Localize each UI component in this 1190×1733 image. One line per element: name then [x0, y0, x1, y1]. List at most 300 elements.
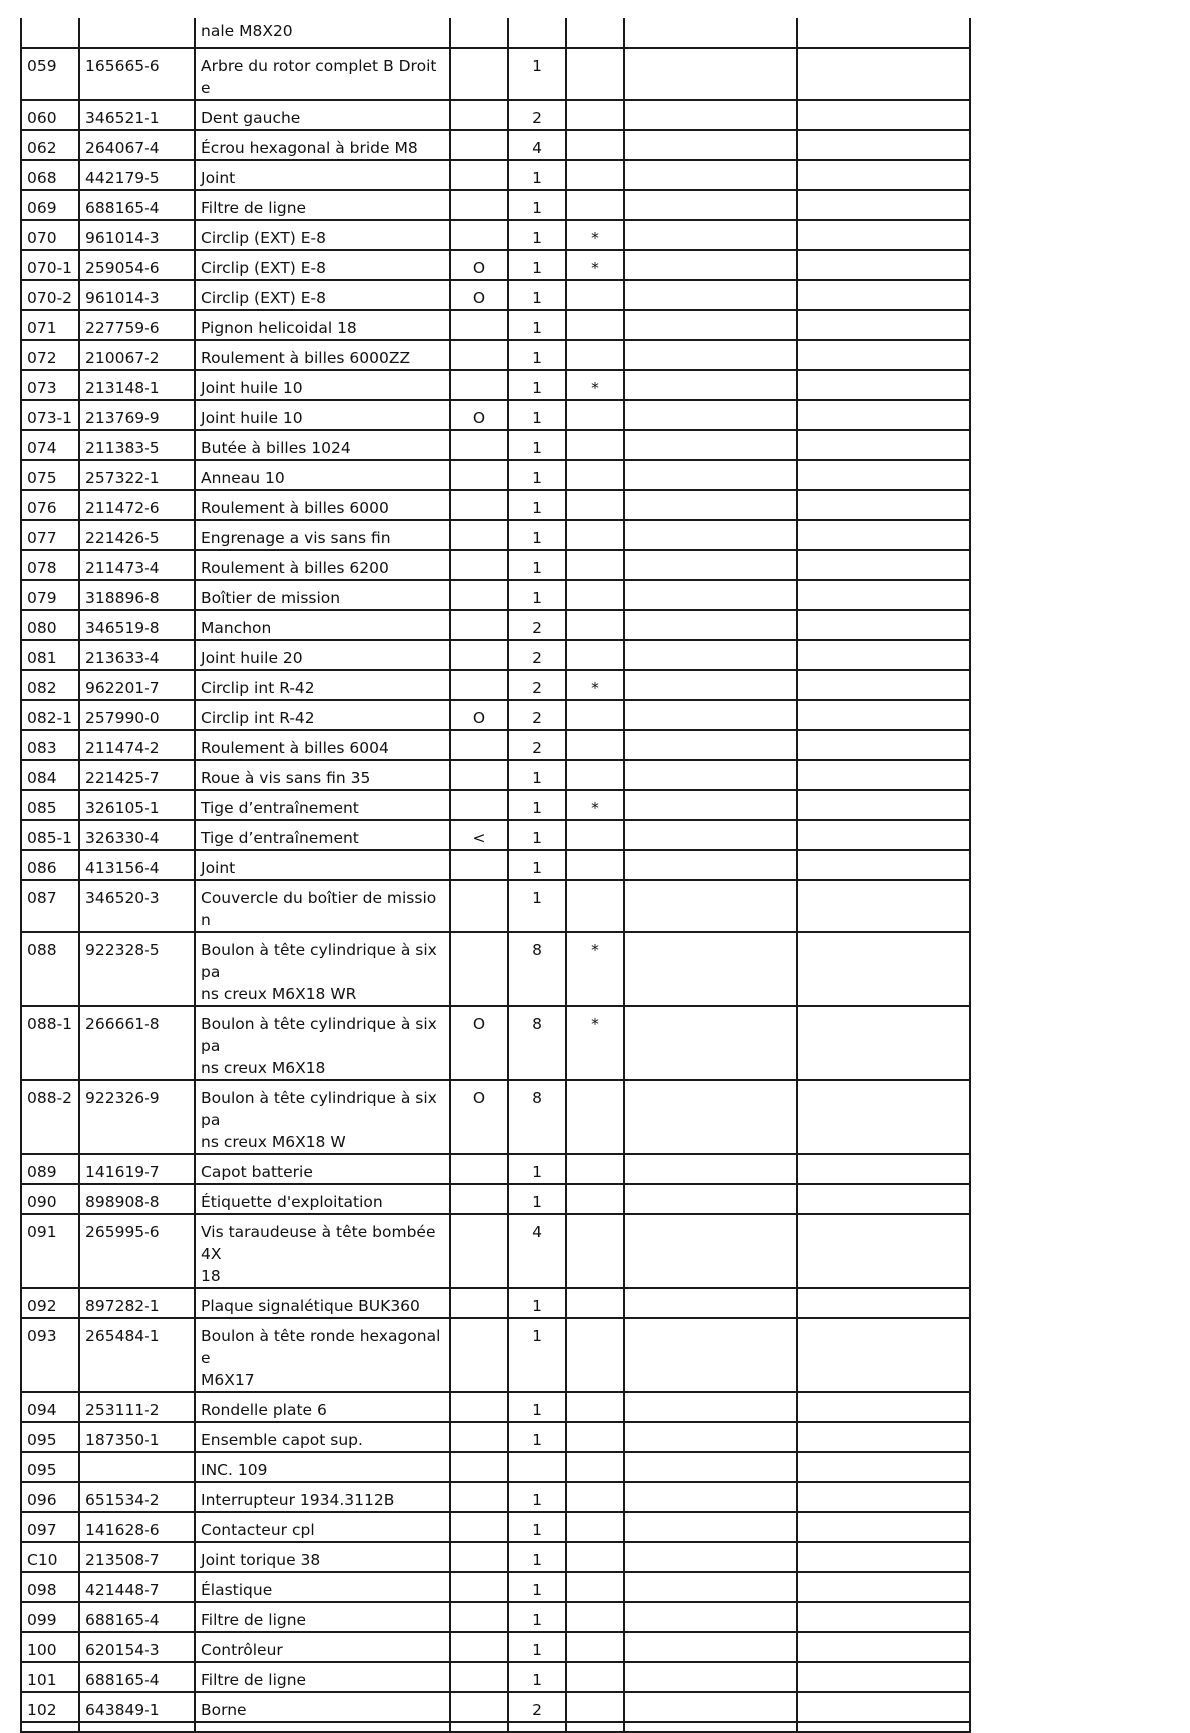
- table-row: [21, 460, 970, 490]
- part-number-cell: 922328-5: [79, 932, 195, 1006]
- mark-cell: [566, 48, 624, 100]
- part-number-cell: 688165-4: [79, 1662, 195, 1692]
- table-row: [21, 1602, 970, 1632]
- empty-cell: [624, 880, 797, 932]
- item-number-cell: 081: [21, 640, 79, 670]
- mark-cell: [566, 1422, 624, 1452]
- empty-cell: [797, 1632, 970, 1662]
- note-cell: [450, 1512, 508, 1542]
- empty-cell: [797, 520, 970, 550]
- part-number-cell: 326330-4: [79, 820, 195, 850]
- item-number-cell: 068: [21, 160, 79, 190]
- description-cell: Couvercle du boîtier de mission: [195, 880, 450, 932]
- part-number-cell: 265484-1: [79, 1318, 195, 1392]
- quantity-cell: 1: [508, 190, 566, 220]
- description-cell: Circlip int R-42: [195, 700, 450, 730]
- empty-cell: [797, 1662, 970, 1692]
- empty-cell: [797, 820, 970, 850]
- part-number-cell: [79, 1452, 195, 1482]
- quantity-cell: 2: [508, 700, 566, 730]
- item-number-cell: 070-1: [21, 250, 79, 280]
- quantity-cell: 2: [508, 670, 566, 700]
- part-number-cell: 421448-7: [79, 1572, 195, 1602]
- empty-cell: [624, 370, 797, 400]
- note-cell: [450, 640, 508, 670]
- description-cell: Filtre de ligne: [195, 1602, 450, 1632]
- mark-cell: [566, 1512, 624, 1542]
- quantity-cell: 1: [508, 340, 566, 370]
- description-cell: Circlip int R-42: [195, 670, 450, 700]
- table-row: [21, 1482, 970, 1512]
- quantity-cell: 1: [508, 1662, 566, 1692]
- empty-cell: [797, 790, 970, 820]
- empty-cell: [566, 1722, 624, 1732]
- empty-cell: [624, 280, 797, 310]
- item-number-cell: 088-1: [21, 1006, 79, 1080]
- part-number-cell: 259054-6: [79, 250, 195, 280]
- table-row: [21, 280, 970, 310]
- part-number-cell: 346521-1: [79, 100, 195, 130]
- note-cell: [450, 790, 508, 820]
- empty-cell: [624, 48, 797, 100]
- empty-cell: [797, 1692, 970, 1722]
- mark-cell: [566, 760, 624, 790]
- empty-cell: [624, 400, 797, 430]
- description-cell: Boîtier de mission: [195, 580, 450, 610]
- quantity-cell: 4: [508, 1214, 566, 1288]
- description-cell: Tige d’entraînement: [195, 790, 450, 820]
- empty-cell: [624, 1452, 797, 1482]
- empty-cell: [797, 1422, 970, 1452]
- empty-cell: [624, 1392, 797, 1422]
- mark-cell: *: [566, 370, 624, 400]
- table-row: [21, 1288, 970, 1318]
- quantity-cell: 2: [508, 1692, 566, 1722]
- quantity-cell: 1: [508, 760, 566, 790]
- empty-cell: [624, 1422, 797, 1452]
- part-number-cell: 318896-8: [79, 580, 195, 610]
- description-cell: Capot batterie: [195, 1154, 450, 1184]
- description-cell: Boulon à tête ronde hexagonale M6X17: [195, 1318, 450, 1392]
- note-cell: [450, 220, 508, 250]
- quantity-cell: 8: [508, 932, 566, 1006]
- note-cell: [450, 850, 508, 880]
- table-row: [21, 430, 970, 460]
- description-cell: Interrupteur 1934.3112B: [195, 1482, 450, 1512]
- note-cell: [450, 340, 508, 370]
- description-cell: nale M8X20: [195, 18, 450, 48]
- item-number-cell: 097: [21, 1512, 79, 1542]
- item-number-cell: 069: [21, 190, 79, 220]
- item-number-cell: 087: [21, 880, 79, 932]
- quantity-cell: 1: [508, 490, 566, 520]
- part-number-cell: 187350-1: [79, 1422, 195, 1452]
- quantity-cell: 2: [508, 610, 566, 640]
- item-number-cell: [21, 18, 79, 48]
- quantity-cell: 1: [508, 1602, 566, 1632]
- empty-cell: [797, 310, 970, 340]
- part-number-cell: 962201-7: [79, 670, 195, 700]
- description-cell: Joint: [195, 160, 450, 190]
- part-number-cell: 961014-3: [79, 220, 195, 250]
- item-number-cell: 072: [21, 340, 79, 370]
- mark-cell: [566, 1662, 624, 1692]
- part-number-cell: 211473-4: [79, 550, 195, 580]
- note-cell: [450, 580, 508, 610]
- empty-cell: [797, 880, 970, 932]
- note-cell: [450, 760, 508, 790]
- empty-cell: [624, 1214, 797, 1288]
- empty-cell: [624, 760, 797, 790]
- quantity-cell: 1: [508, 1542, 566, 1572]
- description-cell: Filtre de ligne: [195, 190, 450, 220]
- description-cell: Manchon: [195, 610, 450, 640]
- item-number-cell: 078: [21, 550, 79, 580]
- table-row: [21, 790, 970, 820]
- empty-cell: [624, 1184, 797, 1214]
- empty-cell: [797, 850, 970, 880]
- part-number-cell: 211383-5: [79, 430, 195, 460]
- mark-cell: [566, 700, 624, 730]
- note-cell: O: [450, 400, 508, 430]
- note-cell: [450, 430, 508, 460]
- quantity-cell: 1: [508, 1184, 566, 1214]
- description-cell: Vis taraudeuse à tête bombée 4X 18: [195, 1214, 450, 1288]
- quantity-cell: 1: [508, 280, 566, 310]
- empty-cell: [624, 932, 797, 1006]
- description-cell: Dent gauche: [195, 100, 450, 130]
- table-row: [21, 160, 970, 190]
- empty-cell: [797, 730, 970, 760]
- description-cell: Arbre du rotor complet B Droite: [195, 48, 450, 100]
- part-number-cell: 221426-5: [79, 520, 195, 550]
- mark-cell: [566, 640, 624, 670]
- empty-cell: [624, 1080, 797, 1154]
- mark-cell: [566, 1542, 624, 1572]
- note-cell: [450, 520, 508, 550]
- part-number-cell: 213633-4: [79, 640, 195, 670]
- mark-cell: *: [566, 220, 624, 250]
- quantity-cell: 1: [508, 48, 566, 100]
- description-cell: Filtre de ligne: [195, 1662, 450, 1692]
- part-number-cell: 961014-3: [79, 280, 195, 310]
- empty-cell: [508, 1722, 566, 1732]
- empty-cell: [797, 1722, 970, 1732]
- item-number-cell: 085: [21, 790, 79, 820]
- mark-cell: [566, 610, 624, 640]
- empty-cell: [624, 250, 797, 280]
- part-number-cell: 620154-3: [79, 1632, 195, 1662]
- item-number-cell: 071: [21, 310, 79, 340]
- item-number-cell: 082-1: [21, 700, 79, 730]
- note-cell: [450, 1572, 508, 1602]
- quantity-cell: 8: [508, 1006, 566, 1080]
- description-cell: Boulon à tête cylindrique à six pa ns creux M6X18 W: [195, 1080, 450, 1154]
- item-number-cell: 095: [21, 1452, 79, 1482]
- empty-cell: [797, 1318, 970, 1392]
- empty-cell: [797, 1214, 970, 1288]
- mark-cell: [566, 880, 624, 932]
- quantity-cell: 1: [508, 220, 566, 250]
- table-row: [21, 370, 970, 400]
- empty-cell: [797, 670, 970, 700]
- description-cell: INC. 109: [195, 1452, 450, 1482]
- empty-cell: [797, 100, 970, 130]
- empty-cell: [624, 220, 797, 250]
- empty-cell: [797, 760, 970, 790]
- part-number-cell: 265995-6: [79, 1214, 195, 1288]
- mark-cell: [566, 160, 624, 190]
- item-number-cell: 088: [21, 932, 79, 1006]
- table-row: [21, 1572, 970, 1602]
- description-cell: Étiquette d'exploitation: [195, 1184, 450, 1214]
- mark-cell: [566, 280, 624, 310]
- empty-cell: [797, 932, 970, 1006]
- item-number-cell: 073: [21, 370, 79, 400]
- quantity-cell: 1: [508, 1572, 566, 1602]
- item-number-cell: 077: [21, 520, 79, 550]
- mark-cell: [566, 340, 624, 370]
- table-row: [21, 18, 970, 48]
- empty-cell: [624, 1722, 797, 1732]
- item-number-cell: 096: [21, 1482, 79, 1512]
- quantity-cell: 1: [508, 520, 566, 550]
- item-number-cell: 088-2: [21, 1080, 79, 1154]
- description-cell: Boulon à tête cylindrique à six pa ns creux M6X18 WR: [195, 932, 450, 1006]
- table-row: [21, 1662, 970, 1692]
- empty-cell: [79, 1722, 195, 1732]
- quantity-cell: 8: [508, 1080, 566, 1154]
- table-row: [21, 130, 970, 160]
- item-number-cell: 091: [21, 1214, 79, 1288]
- quantity-cell: 1: [508, 580, 566, 610]
- table-row: [21, 550, 970, 580]
- mark-cell: [566, 820, 624, 850]
- description-cell: Borne: [195, 1692, 450, 1722]
- mark-cell: [566, 1602, 624, 1632]
- description-cell: Anneau 10: [195, 460, 450, 490]
- mark-cell: [566, 1392, 624, 1422]
- quantity-cell: 1: [508, 880, 566, 932]
- item-number-cell: 098: [21, 1572, 79, 1602]
- empty-cell: [21, 1722, 79, 1732]
- table-row: [21, 1392, 970, 1422]
- part-number-cell: 413156-4: [79, 850, 195, 880]
- mark-cell: [566, 1080, 624, 1154]
- description-cell: Contrôleur: [195, 1632, 450, 1662]
- description-cell: Élastique: [195, 1572, 450, 1602]
- empty-cell: [624, 100, 797, 130]
- note-cell: [450, 160, 508, 190]
- description-cell: Circlip (EXT) E-8: [195, 220, 450, 250]
- empty-cell: [624, 790, 797, 820]
- empty-cell: [797, 580, 970, 610]
- empty-cell: [797, 1512, 970, 1542]
- empty-cell: [797, 18, 970, 48]
- part-number-cell: 213508-7: [79, 1542, 195, 1572]
- note-cell: O: [450, 1080, 508, 1154]
- table-row: [21, 1080, 970, 1154]
- table-row: [21, 730, 970, 760]
- empty-cell: [624, 1512, 797, 1542]
- quantity-cell: 1: [508, 1318, 566, 1392]
- note-cell: [450, 460, 508, 490]
- mark-cell: [566, 310, 624, 340]
- empty-cell: [797, 1452, 970, 1482]
- table-row: [21, 340, 970, 370]
- part-number-cell: 257322-1: [79, 460, 195, 490]
- quantity-cell: 4: [508, 130, 566, 160]
- quantity-cell: 1: [508, 1154, 566, 1184]
- empty-cell: [797, 370, 970, 400]
- part-number-cell: 922326-9: [79, 1080, 195, 1154]
- table-row: [21, 100, 970, 130]
- empty-cell: [624, 1318, 797, 1392]
- quantity-cell: [508, 18, 566, 48]
- mark-cell: [566, 18, 624, 48]
- part-number-cell: 141628-6: [79, 1512, 195, 1542]
- table-row: [21, 1692, 970, 1722]
- description-cell: Tige d’entraînement: [195, 820, 450, 850]
- mark-cell: *: [566, 932, 624, 1006]
- part-number-cell: 253111-2: [79, 1392, 195, 1422]
- item-number-cell: C10: [21, 1542, 79, 1572]
- item-number-cell: 075: [21, 460, 79, 490]
- item-number-cell: 086: [21, 850, 79, 880]
- description-cell: Boulon à tête cylindrique à six pa ns creux M6X18: [195, 1006, 450, 1080]
- note-cell: [450, 610, 508, 640]
- empty-cell: [624, 1542, 797, 1572]
- table-row: [21, 220, 970, 250]
- mark-cell: [566, 430, 624, 460]
- mark-cell: [566, 730, 624, 760]
- quantity-cell: 1: [508, 1288, 566, 1318]
- parts-list-sheet: [20, 18, 971, 1733]
- quantity-cell: 1: [508, 160, 566, 190]
- empty-cell: [624, 1288, 797, 1318]
- table-row: [21, 48, 970, 100]
- part-number-cell: 266661-8: [79, 1006, 195, 1080]
- empty-cell: [797, 460, 970, 490]
- empty-cell: [797, 610, 970, 640]
- part-number-cell: 141619-7: [79, 1154, 195, 1184]
- mark-cell: *: [566, 670, 624, 700]
- mark-cell: *: [566, 790, 624, 820]
- note-cell: [450, 310, 508, 340]
- note-cell: [450, 1422, 508, 1452]
- quantity-cell: 1: [508, 850, 566, 880]
- empty-cell: [797, 340, 970, 370]
- part-number-cell: 442179-5: [79, 160, 195, 190]
- part-number-cell: 897282-1: [79, 1288, 195, 1318]
- note-cell: [450, 1542, 508, 1572]
- description-cell: Joint huile 20: [195, 640, 450, 670]
- empty-cell: [797, 1572, 970, 1602]
- empty-cell: [624, 580, 797, 610]
- table-row: [21, 250, 970, 280]
- empty-cell: [624, 430, 797, 460]
- empty-cell: [797, 1482, 970, 1512]
- empty-cell: [797, 640, 970, 670]
- empty-cell: [797, 430, 970, 460]
- table-row: [21, 610, 970, 640]
- empty-cell: [797, 1154, 970, 1184]
- part-number-cell: 651534-2: [79, 1482, 195, 1512]
- empty-cell: [624, 310, 797, 340]
- empty-cell: [624, 1632, 797, 1662]
- parts-table-body: [21, 18, 970, 1732]
- mark-cell: *: [566, 250, 624, 280]
- empty-cell: [797, 1392, 970, 1422]
- description-cell: Plaque signalétique BUK360: [195, 1288, 450, 1318]
- note-cell: [450, 670, 508, 700]
- quantity-cell: 1: [508, 550, 566, 580]
- table-row: [21, 520, 970, 550]
- quantity-cell: 1: [508, 370, 566, 400]
- empty-cell: [624, 850, 797, 880]
- description-cell: Roulement à billes 6000: [195, 490, 450, 520]
- note-cell: [450, 1602, 508, 1632]
- empty-cell: [624, 520, 797, 550]
- description-cell: Rondelle plate 6: [195, 1392, 450, 1422]
- item-number-cell: 082: [21, 670, 79, 700]
- empty-cell: [624, 550, 797, 580]
- empty-cell: [797, 250, 970, 280]
- mark-cell: [566, 1572, 624, 1602]
- description-cell: Butée à billes 1024: [195, 430, 450, 460]
- item-number-cell: 059: [21, 48, 79, 100]
- note-cell: [450, 490, 508, 520]
- item-number-cell: 062: [21, 130, 79, 160]
- item-number-cell: 099: [21, 1602, 79, 1632]
- description-cell: Joint huile 10: [195, 400, 450, 430]
- table-row: [21, 700, 970, 730]
- note-cell: O: [450, 280, 508, 310]
- item-number-cell: 093: [21, 1318, 79, 1392]
- note-cell: [450, 1662, 508, 1692]
- part-number-cell: 213148-1: [79, 370, 195, 400]
- table-row: [21, 490, 970, 520]
- empty-cell: [624, 190, 797, 220]
- empty-cell: [624, 1662, 797, 1692]
- table-row: [21, 820, 970, 850]
- table-row: [21, 1422, 970, 1452]
- empty-cell: [624, 18, 797, 48]
- quantity-cell: [508, 1452, 566, 1482]
- empty-cell: [797, 700, 970, 730]
- note-cell: [450, 932, 508, 1006]
- mark-cell: [566, 1692, 624, 1722]
- empty-cell: [624, 670, 797, 700]
- table-row: [21, 1214, 970, 1288]
- item-number-cell: 073-1: [21, 400, 79, 430]
- table-row: [21, 640, 970, 670]
- empty-cell: [797, 220, 970, 250]
- part-number-cell: 346519-8: [79, 610, 195, 640]
- part-number-cell: [79, 18, 195, 48]
- part-number-cell: 264067-4: [79, 130, 195, 160]
- note-cell: [450, 18, 508, 48]
- note-cell: [450, 1632, 508, 1662]
- empty-cell: [624, 730, 797, 760]
- table-row: [21, 190, 970, 220]
- mark-cell: [566, 1154, 624, 1184]
- mark-cell: [566, 520, 624, 550]
- table-row: [21, 1452, 970, 1482]
- empty-cell: [624, 1572, 797, 1602]
- empty-cell: [797, 1080, 970, 1154]
- item-number-cell: 085-1: [21, 820, 79, 850]
